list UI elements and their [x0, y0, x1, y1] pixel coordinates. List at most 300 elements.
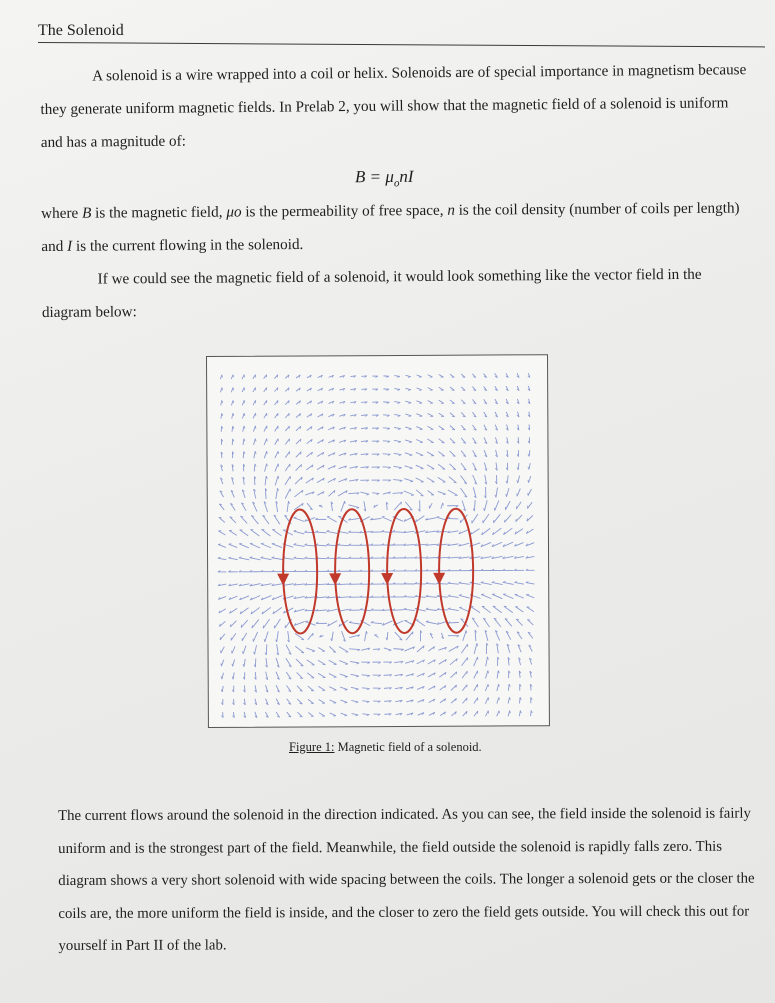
field-arrowhead: [389, 650, 392, 651]
field-arrow: [255, 645, 257, 654]
field-arrow: [294, 531, 305, 534]
field-arrow: [261, 558, 272, 560]
field-arrow: [222, 673, 224, 679]
field-arrowhead: [481, 582, 484, 583]
field-arrow: [518, 463, 519, 470]
field-arrowhead: [514, 581, 517, 582]
field-arrow: [528, 489, 531, 496]
field-arrow: [504, 515, 511, 523]
field-arrow: [266, 644, 267, 655]
field-arrow: [365, 631, 367, 641]
field-arrow: [362, 688, 370, 689]
field-arrow: [427, 465, 434, 469]
field-arrow: [218, 558, 226, 560]
field-arrow: [493, 514, 500, 523]
field-arrow: [350, 661, 359, 663]
field-arrowhead: [409, 429, 412, 430]
field-arrow: [471, 607, 480, 613]
field-arrowhead: [504, 520, 505, 523]
field-arrow: [405, 466, 413, 468]
field-arrow: [265, 464, 267, 472]
field-arrow: [296, 464, 302, 470]
field-arrow: [485, 711, 488, 717]
field-arrow: [439, 413, 444, 416]
field-arrow: [394, 453, 402, 454]
field-arrowhead: [222, 375, 223, 378]
field-arrow: [382, 517, 392, 521]
field-arrow: [439, 426, 444, 430]
field-arrow: [404, 597, 415, 598]
field-arrowhead: [222, 413, 223, 416]
field-arrow: [296, 452, 301, 458]
field-arrow: [264, 439, 267, 445]
field-arrow: [529, 450, 530, 456]
field-arrow: [495, 500, 499, 510]
field-arrow: [462, 671, 467, 678]
field-arrow: [460, 488, 466, 497]
field-arrow: [285, 489, 290, 499]
field-arrow: [438, 491, 446, 494]
field-arrow: [221, 660, 223, 666]
field-arrowhead: [289, 426, 290, 429]
field-arrowhead: [294, 517, 297, 518]
field-arrow: [450, 451, 456, 456]
field-arrow: [265, 476, 266, 485]
field-arrow: [497, 697, 499, 703]
field-arrow: [295, 477, 302, 484]
field-arrowhead: [345, 677, 348, 678]
field-arrowhead: [528, 467, 529, 470]
field-arrow: [526, 595, 534, 598]
field-arrowhead: [488, 671, 489, 674]
field-arrow: [296, 659, 303, 666]
field-arrow: [251, 607, 260, 614]
field-arrow: [306, 478, 314, 483]
field-arrow: [240, 608, 248, 614]
field-arrow: [416, 414, 422, 416]
field-arrow: [318, 673, 325, 677]
field-arrow: [474, 657, 478, 666]
field-arrow: [393, 466, 401, 467]
field-arrow: [277, 631, 279, 642]
field-arrowhead: [252, 625, 253, 628]
field-arrow: [294, 558, 305, 559]
field-arrow: [275, 476, 278, 485]
field-arrow: [461, 658, 467, 666]
field-arrowhead: [261, 557, 264, 558]
field-arrow: [474, 643, 477, 654]
field-arrow: [241, 516, 248, 523]
field-arrowhead: [228, 557, 231, 558]
field-arrow: [531, 711, 532, 717]
field-arrow: [339, 647, 348, 652]
field-arrowhead: [327, 530, 330, 531]
field-arrow: [340, 674, 348, 677]
field-arrowhead: [498, 671, 499, 674]
field-arrow: [484, 500, 487, 511]
field-arrow: [448, 583, 459, 584]
field-arrow: [275, 464, 278, 472]
field-arrow: [327, 517, 337, 522]
field-arrow: [529, 463, 530, 469]
field-arrow: [218, 544, 226, 547]
field-arrow: [427, 439, 433, 443]
field-arrow: [515, 595, 524, 599]
field-arrow: [219, 621, 225, 626]
field-arrowhead: [244, 439, 245, 442]
field-arrowhead: [421, 495, 424, 496]
field-arrowhead: [221, 663, 222, 666]
field-arrow: [254, 439, 256, 445]
field-arrow: [508, 684, 509, 691]
field-arrow: [482, 528, 491, 535]
field-arrowhead: [397, 389, 400, 390]
field-arrow: [483, 514, 489, 523]
field-arrow: [519, 697, 520, 703]
field-arrowhead: [509, 697, 510, 700]
field-arrow: [504, 606, 513, 612]
field-arrow: [493, 528, 502, 535]
field-arrowhead: [506, 494, 507, 497]
field-arrowhead: [241, 625, 242, 628]
intro-text: A solenoid is a wire wrapped into a coil or helix. Solenoids are of special importance in magnetism because they generate uniform magnetic fields. In Prelab 2, you will show that the magnetic field of a solenoid is uniform and has a magnitude of:: [40, 61, 747, 151]
field-arrow: [492, 582, 503, 584]
field-arrowhead: [419, 377, 422, 378]
field-arrow: [416, 465, 424, 468]
field-arrow: [352, 714, 359, 715]
field-arrow: [492, 594, 502, 598]
field-arrow: [485, 684, 488, 691]
field-arrow: [229, 530, 237, 535]
figure-caption-text: Magnetic field of a solenoid.: [334, 740, 482, 754]
field-arrow: [221, 647, 225, 653]
field-arrow: [220, 634, 225, 640]
field-arrowhead: [276, 640, 277, 643]
field-arrow: [505, 501, 510, 510]
field-arrowhead: [345, 501, 346, 504]
field-arrowhead: [222, 388, 223, 391]
field-arrowhead: [467, 698, 468, 701]
field-arrowhead: [239, 557, 242, 558]
field-arrow: [272, 544, 282, 548]
field-arrow: [318, 686, 325, 690]
field-arrowhead: [398, 442, 401, 443]
field-arrow: [241, 620, 248, 627]
field-arrow: [329, 490, 335, 496]
field-arrow: [404, 479, 413, 482]
field-arrow: [262, 607, 271, 614]
field-arrow: [448, 609, 459, 611]
field-arrow: [394, 427, 401, 428]
field-arrow: [275, 451, 278, 458]
field-arrowhead: [305, 621, 308, 622]
field-arrow: [416, 620, 425, 626]
field-arrow: [462, 685, 467, 691]
field-arrowhead: [409, 416, 412, 417]
field-arrow: [360, 492, 369, 494]
field-arrow: [459, 595, 470, 598]
field-arrowhead: [264, 639, 265, 642]
field-arrow: [332, 632, 333, 641]
field-arrowhead: [399, 455, 402, 456]
solenoid-field-figure: [206, 354, 550, 728]
field-arrowhead: [484, 508, 485, 511]
field-arrowhead: [409, 442, 412, 443]
field-arrow: [286, 645, 291, 655]
field-arrow: [441, 503, 443, 509]
field-arrow: [306, 648, 315, 651]
var-mu: μo: [226, 203, 242, 221]
field-arrow: [392, 532, 403, 533]
field-arrow: [228, 558, 237, 560]
field-arrowhead: [232, 664, 233, 667]
field-arrow: [250, 544, 260, 548]
field-arrow: [273, 607, 282, 613]
field-arrow: [285, 451, 289, 457]
field-arrow: [404, 609, 415, 610]
field-arrowhead: [254, 652, 255, 655]
field-arrowhead: [345, 702, 348, 703]
field-arrow: [439, 439, 445, 443]
field-arrow: [416, 427, 422, 430]
field-arrowhead: [492, 581, 495, 582]
field-arrow: [340, 687, 347, 690]
field-arrow: [253, 413, 255, 418]
field-arrow: [527, 619, 533, 625]
field-arrowhead: [250, 557, 253, 558]
field-arrowhead: [221, 676, 222, 679]
field-arrow: [474, 684, 478, 691]
field-arrow: [450, 659, 457, 665]
field-arrow: [394, 388, 400, 389]
field-arrowhead: [278, 476, 279, 479]
definitions-paragraph: where B is the magnetic field, μo is the permeability of free space, n is the coil density (number of coils per length) and I is the current flowing in the solenoid. If we could see the magnetic field of a solenoid, it would look something like the vector field in the diagram below:: [41, 199, 740, 321]
field-arrow: [394, 440, 401, 441]
field-arrow: [233, 672, 234, 679]
field-arrowhead: [448, 608, 451, 609]
field-arrow: [394, 414, 400, 415]
field-arrow: [229, 544, 238, 547]
explanation-paragraph: The current flows around the solenoid in the direction indicated. As you can see, the field inside the solenoid is fairly uniform and is the strongest part of the field. Meanwhile, the field outside the solenoid is rapidly falls zero. This diagram shows a very short solenoid with wide spacing between the coils. The longer a solenoid gets or the closer the coils are, the more uniform the field is inside, and the closer to zero the field gets outside. You will check this out for yourself in Part II of the lab.: [58, 805, 755, 954]
field-arrow: [272, 529, 281, 535]
field-arrow: [274, 619, 280, 628]
lead-in-text: If we could see the magnetic field of a solenoid, it would look something like the vector field in the diagram below:: [41, 265, 702, 321]
field-arrow: [275, 439, 278, 445]
field-arrowhead: [349, 621, 352, 622]
field-arrow: [474, 698, 478, 704]
field-arrow: [252, 619, 259, 628]
field-arrowhead: [272, 557, 275, 558]
field-arrow: [307, 503, 312, 510]
field-arrowhead: [255, 451, 256, 454]
field-arrow: [405, 453, 412, 455]
field-arrow: [362, 714, 369, 715]
field-arrow: [461, 463, 466, 470]
field-arrow: [263, 619, 269, 628]
field-arrow: [485, 671, 487, 679]
vector-field-plot: [207, 355, 549, 727]
field-arrow: [297, 672, 303, 678]
field-arrowhead: [510, 711, 511, 714]
field-arrow: [338, 491, 347, 496]
field-arrowhead: [277, 388, 278, 391]
field-arrow: [294, 518, 304, 522]
field-arrow: [428, 491, 434, 496]
field-arrow: [383, 415, 389, 416]
field-arrow: [254, 464, 255, 472]
field-arrow: [308, 633, 313, 640]
field-arrowhead: [419, 390, 422, 391]
field-arrowhead: [499, 684, 500, 687]
field-arrowhead: [495, 495, 496, 498]
field-arrow: [371, 622, 382, 623]
field-arrow: [362, 675, 370, 676]
field-arrow: [265, 631, 268, 641]
field-arrowhead: [356, 702, 359, 703]
current-direction-arrow: [433, 573, 445, 585]
field-arrowhead: [517, 480, 518, 483]
field-arrowhead: [267, 464, 268, 467]
field-arrow: [351, 700, 358, 702]
field-arrow: [451, 672, 457, 678]
field-arrow: [529, 476, 531, 483]
field-arrow: [250, 558, 261, 560]
field-arrowhead: [397, 376, 400, 377]
field-arrow: [253, 632, 257, 642]
field-arrow: [243, 646, 246, 654]
field-arrowhead: [294, 544, 297, 545]
field-arrow: [315, 532, 326, 533]
field-arrow: [437, 596, 448, 597]
field-arrow: [416, 478, 424, 482]
field-arrowhead: [437, 517, 440, 518]
field-arrowhead: [255, 426, 256, 429]
field-arrow: [448, 596, 459, 598]
field-arrow: [470, 583, 481, 585]
field-arrow: [394, 401, 400, 402]
field-arrow: [426, 622, 437, 624]
field-arrow: [417, 646, 424, 652]
field-arrow: [285, 439, 289, 445]
field-arrowhead: [233, 426, 234, 429]
field-arrowhead: [219, 517, 222, 518]
field-arrowhead: [408, 377, 411, 378]
field-arrow: [459, 583, 470, 584]
field-arrow: [474, 671, 478, 679]
field-arrow: [348, 505, 359, 508]
field-arrowhead: [452, 416, 455, 417]
field-arrow: [426, 596, 437, 597]
field-arrow: [394, 502, 401, 510]
field-arrowhead: [398, 416, 401, 417]
field-arrowhead: [356, 676, 359, 677]
field-arrow: [318, 647, 325, 651]
field-arrow: [285, 464, 290, 471]
field-arrow: [351, 687, 359, 689]
field-arrow: [243, 439, 244, 445]
field-arrow: [383, 441, 390, 442]
field-arrow: [297, 686, 302, 692]
field-arrow: [328, 621, 338, 626]
field-arrow: [393, 479, 402, 480]
field-arrow: [264, 451, 266, 458]
field-arrowhead: [222, 400, 223, 403]
field-arrow: [244, 659, 245, 667]
field-arrow: [308, 699, 314, 703]
field-arrow: [340, 700, 347, 702]
field-arrow: [383, 428, 390, 429]
header-rule: [38, 42, 765, 47]
field-arrow: [305, 558, 316, 559]
field-arrow: [483, 618, 489, 627]
field-arrow: [493, 606, 502, 613]
field-arrowhead: [408, 403, 411, 404]
field-arrow: [329, 646, 335, 652]
field-arrow: [504, 528, 513, 534]
field-arrowhead: [526, 582, 529, 583]
field-arrow: [395, 632, 402, 640]
field-arrowhead: [448, 595, 451, 596]
field-arrowhead: [233, 400, 234, 403]
field-arrow: [462, 698, 467, 703]
field-arrow: [318, 660, 325, 664]
field-arrowhead: [426, 621, 429, 622]
field-arrow: [472, 514, 478, 523]
field-arrow: [497, 684, 499, 691]
field-arrow: [272, 558, 283, 560]
field-arrow: [274, 515, 280, 524]
field-arrow: [526, 582, 535, 584]
field-arrow: [265, 488, 266, 499]
field-arrowhead: [345, 690, 348, 691]
field-arrow: [329, 674, 337, 678]
field-arrow: [415, 516, 424, 522]
field-arrow: [405, 427, 411, 429]
field-arrow: [286, 658, 291, 667]
field-arrow: [276, 488, 278, 499]
field-arrow: [243, 451, 244, 458]
field-arrow: [470, 529, 479, 535]
field-arrow: [405, 440, 412, 442]
field-arrow: [230, 517, 236, 523]
field-arrow: [339, 661, 348, 664]
field-arrowhead: [408, 390, 411, 391]
field-arrow: [517, 489, 520, 497]
field-arrowhead: [462, 377, 465, 378]
field-arrows: [217, 373, 535, 718]
field-arrow: [382, 467, 390, 468]
field-arrow: [438, 451, 444, 456]
field-arrow: [481, 583, 492, 585]
field-arrow: [427, 452, 434, 456]
field-arrow: [261, 544, 271, 548]
field-arrowhead: [289, 413, 290, 416]
field-arrow: [330, 713, 336, 716]
field-arrow: [351, 674, 359, 676]
var-i: I: [67, 237, 73, 255]
field-arrow: [404, 491, 414, 495]
field-formula: $B = \mu_onI$: [354, 166, 414, 190]
field-arrow: [308, 686, 314, 691]
field-arrow: [372, 493, 379, 494]
field-arrowhead: [243, 664, 244, 667]
field-arrow: [497, 711, 499, 717]
field-arrow: [243, 426, 244, 432]
field-arrowhead: [503, 581, 506, 582]
field-arrow: [416, 490, 423, 496]
field-arrowhead: [499, 697, 500, 700]
field-arrow: [232, 646, 235, 653]
